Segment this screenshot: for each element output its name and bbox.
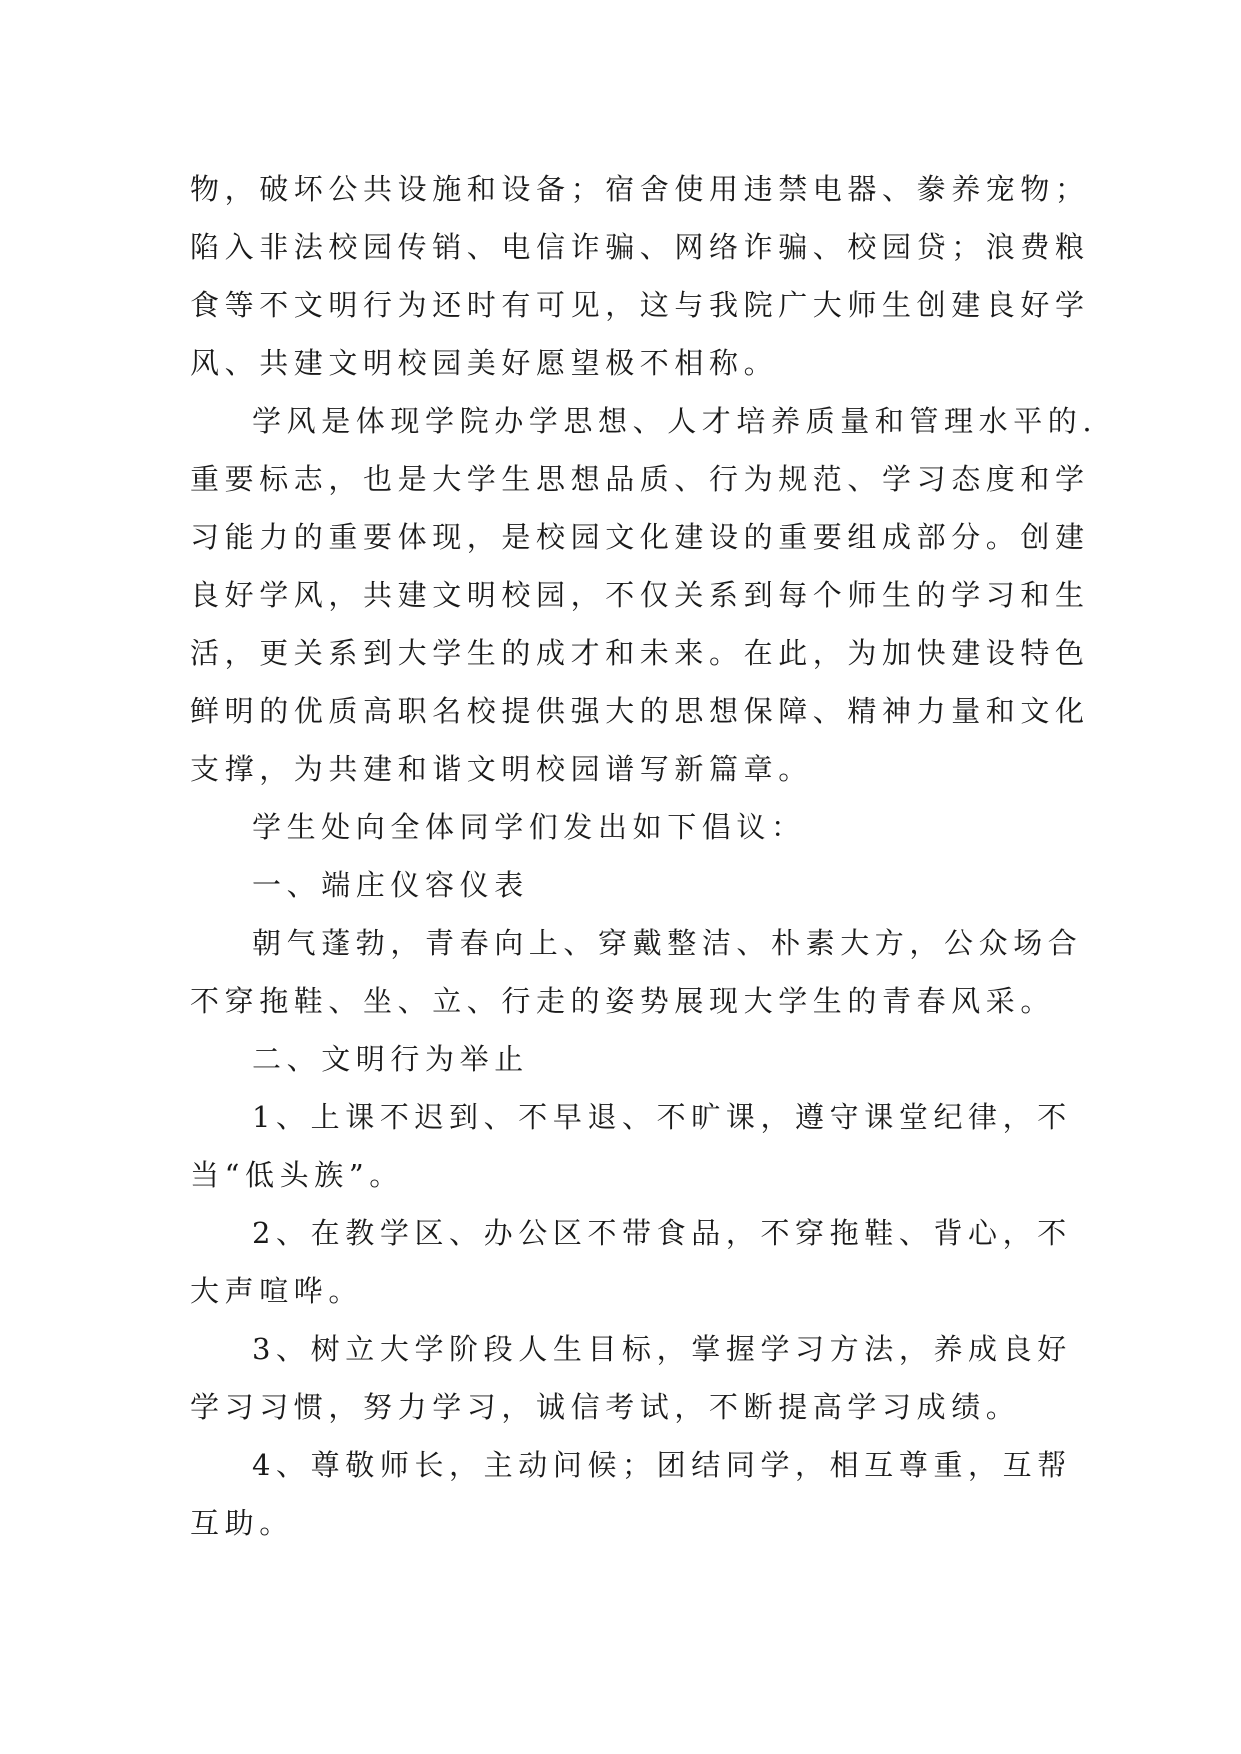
paragraph-first-line: 学风是体现学院办学思想、人才培养质量和管理水平的.	[252, 404, 1098, 438]
text-line: 学习习惯，努力学习，诚信考试，不断提高学习成绩。	[190, 1390, 1021, 1424]
paragraph-first-line: 学生处向全体同学们发出如下倡议：	[252, 810, 806, 844]
paragraph-first-line: 朝气蓬勃，青春向上、穿戴整洁、朴素大方，公众场合	[252, 926, 1083, 960]
text-line: 互助。	[190, 1506, 294, 1540]
list-item-first-line: 3、树立大学阶段人生目标，掌握学习方法，养成良好	[252, 1332, 1072, 1366]
text-line: 良好学风，共建文明校园，不仅关系到每个师生的学习和生	[190, 578, 1090, 612]
list-item-first-line: 4、尊敬师长，主动问候；团结同学，相互尊重，互帮	[252, 1448, 1072, 1482]
text-line: 陷入非法校园传销、电信诈骗、网络诈骗、校园贷；浪费粮	[190, 230, 1090, 264]
text-line: 不穿拖鞋、坐、立、行走的姿势展现大学生的青春风采。	[190, 984, 1056, 1018]
text-line: 物，破坏公共设施和设备；宿舍使用违禁电器、豢养宠物；	[190, 172, 1090, 206]
text-line: 支撑，为共建和谐文明校园谱写新篇章。	[190, 752, 813, 786]
text-line: 风、共建文明校园美好愿望极不相称。	[190, 346, 779, 380]
list-item-first-line: 2、在教学区、办公区不带食品，不穿拖鞋、背心，不	[252, 1216, 1072, 1250]
text-line: 鲜明的优质高职名校提供强大的思想保障、精神力量和文化	[190, 694, 1090, 728]
text-line: 食等不文明行为还时有可见，这与我院广大师生创建良好学	[190, 288, 1090, 322]
text-line: 当“低头族”。	[190, 1158, 404, 1192]
section-heading: 二、文明行为举止	[252, 1042, 529, 1076]
text-line: 大声喧哗。	[190, 1274, 364, 1308]
text-line: 重要标志，也是大学生思想品质、行为规范、学习态度和学	[190, 462, 1090, 496]
list-item-first-line: 1、上课不迟到、不早退、不旷课，遵守课堂纪律，不	[252, 1100, 1072, 1134]
text-line: 习能力的重要体现，是校园文化建设的重要组成部分。创建	[190, 520, 1090, 554]
text-line: 活，更关系到大学生的成才和未来。在此，为加快建设特色	[190, 636, 1090, 670]
section-heading: 一、端庄仪容仪表	[252, 868, 529, 902]
